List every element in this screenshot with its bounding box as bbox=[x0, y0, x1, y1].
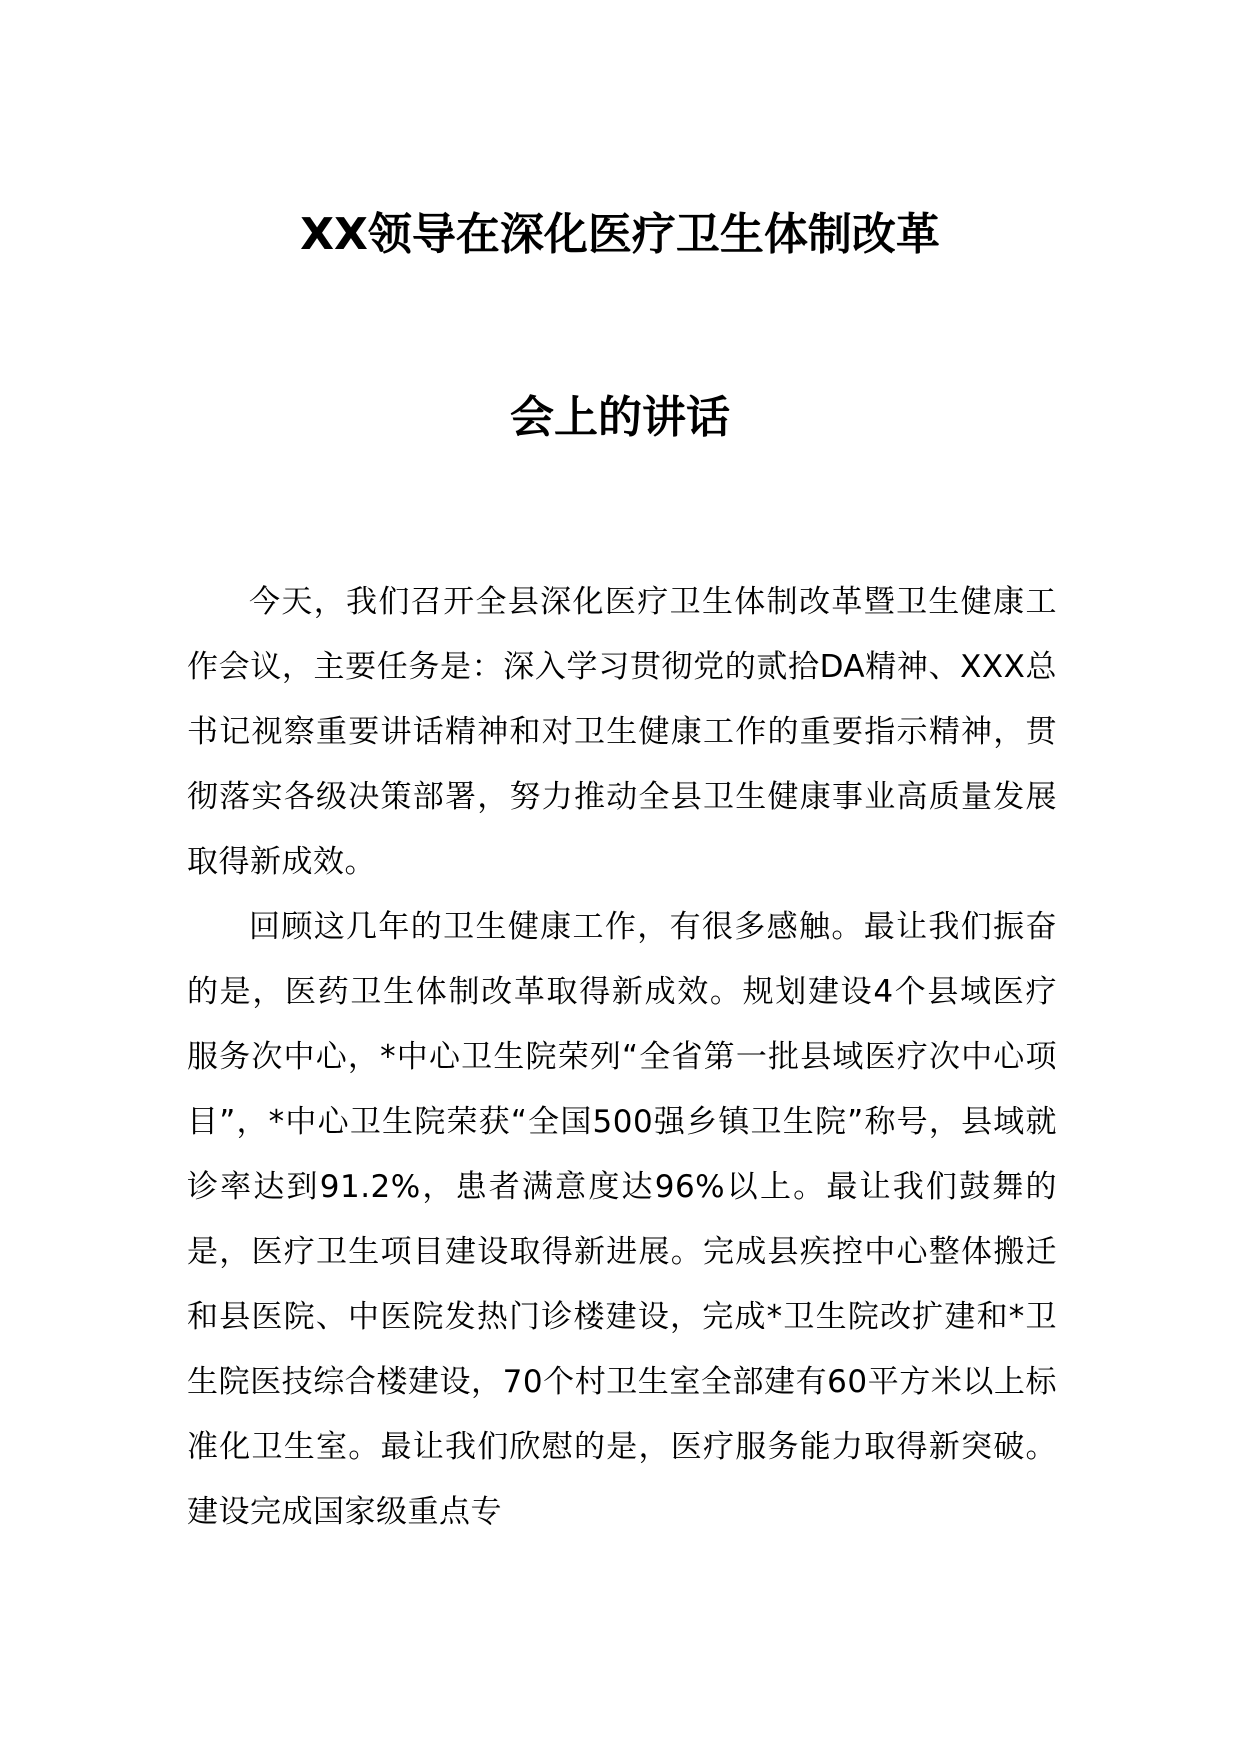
paragraph: 回顾这几年的卫生健康工作，有很多感触。最让我们振奋的是，医药卫生体制改革取得新成效。规划建设4个县域医疗服务次中心，*中心卫生院荣列“全省第一批县域医疗次中心项目”，*中心卫生院荣获“全国500强乡镇卫生院”称号，县域就诊率达到91.2%，患者满意度达96%以上。最让我们鼓舞的是，医疗卫生项目建设取得新进展。完成县疾控中心整体搬迁和县医院、中医院发热门诊楼建设，完成*卫生院改扩建和*卫生院医技综合楼建设，70个村卫生室全部建有60平方米以上标准化卫生室。最让我们欣慰的是，医疗服务能力取得新突破。建设完成国家级重点专 bbox=[187, 909, 1057, 1530]
document-title-line-1: XX领导在深化医疗卫生体制改革 bbox=[300, 209, 940, 260]
document-body bbox=[187, 570, 1057, 1545]
paragraph: 今天，我们召开全县深化医疗卫生体制改革暨卫生健康工作会议，主要任务是：深入学习贯彻党的贰拾DA精神、XXX总书记视察重要讲话精神和对卫生健康工作的重要指示精神，贯彻落实各级决策部署，努力推动全县卫生健康事业高质量发展取得新成效。 bbox=[187, 584, 1057, 880]
document-title-line-2: 会上的讲话 bbox=[510, 392, 730, 443]
